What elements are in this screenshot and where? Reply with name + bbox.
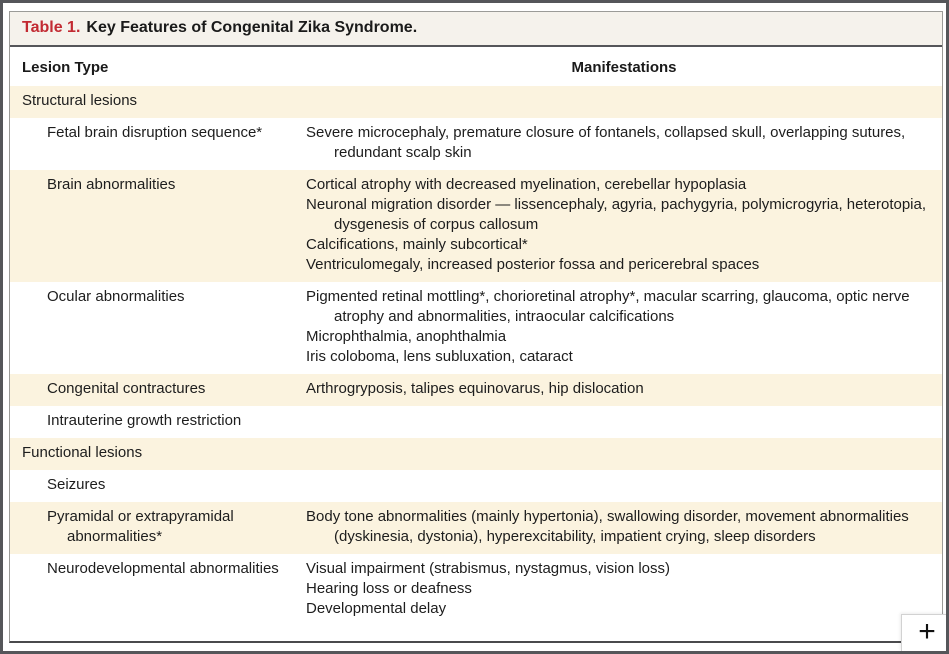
manifestations-cell [306,411,942,431]
lesion-type-cell: Pyramidal or extrapyramidal abnormalities* [47,508,234,545]
manifestations-cell [306,475,942,495]
table-title-bar [10,12,942,47]
lesion-type-cell: Structural lesions [22,92,138,109]
manifestation-line: Visual impairment (strabismus, nystagmus, vision loss) [306,560,671,577]
table-row [10,502,942,554]
table-body [10,86,942,641]
manifestation-line: Arthrogryposis, talipes equinovarus, hip dislocation [306,380,644,397]
manifestation-line: Microphthalmia, anophthalmia [306,328,507,345]
zoom-in-button[interactable]: + [901,614,946,651]
lesion-type-cell: Fetal brain disruption sequence* [47,124,263,141]
manifestations-cell [306,559,942,619]
manifestation-line: Severe microcephaly, premature closure of fontanels, collapsed skull, overlapping sutures, redundant scalp skin [306,124,906,161]
manifestation-line: Cortical atrophy with decreased myelination, cerebellar hypoplasia [306,176,747,193]
lesion-type-cell: Intrauterine growth restriction [47,412,242,429]
manifestation-line: Calcifications, mainly subcortical* [306,236,528,253]
manifestation-line: Developmental delay [306,600,447,617]
table-row [10,374,942,406]
lesion-type-cell: Functional lesions [22,444,143,461]
manifestation-line: Hearing loss or deafness [306,580,472,597]
table-row [10,118,942,170]
column-header-row [10,47,942,86]
table-number-label: Table 1. [22,19,81,36]
table-row [10,554,942,626]
column-header-manifestations: Manifestations [571,59,677,76]
lesion-type-cell: Neurodevelopmental abnormalities [47,560,279,577]
lesion-type-cell: Brain abnormalities [47,176,176,193]
zika-syndrome-table [9,11,943,643]
manifestations-cell [306,287,942,367]
table-row [10,406,942,438]
lesion-type-cell: Congenital contractures [47,380,206,397]
table-row [10,86,942,118]
manifestation-line: Ventriculomegaly, increased posterior fossa and pericerebral spaces [306,256,760,273]
lesion-type-cell: Seizures [47,476,106,493]
manifestations-cell [306,379,942,399]
manifestations-cell [306,507,942,547]
lesion-type-cell: Ocular abnormalities [47,288,185,305]
table-row [10,470,942,502]
manifestations-cell [306,175,942,275]
table-row [10,282,942,374]
table-row [10,170,942,282]
column-header-lesion-type: Lesion Type [22,59,109,76]
table-row [10,438,942,470]
table-caption: Key Features of Congenital Zika Syndrome. [86,19,418,36]
manifestation-line: Iris coloboma, lens subluxation, cataract [306,348,573,365]
manifestations-cell [306,123,942,163]
manifestation-line: Body tone abnormalities (mainly hypertonia), swallowing disorder, movement abnormalities (dyskinesia, dystonia), hyperexcitability, impatient crying, sleep disorders [306,508,909,545]
manifestation-line: Pigmented retinal mottling*, chorioretinal atrophy*, macular scarring, glaucoma, optic nerve atrophy and abnormalities, intraocular calcifications [306,288,910,325]
manifestation-line: Neuronal migration disorder — lissencephaly, agyria, pachygyria, polymicrogyria, heterotopia, dysgenesis of corpus callosum [306,196,927,233]
